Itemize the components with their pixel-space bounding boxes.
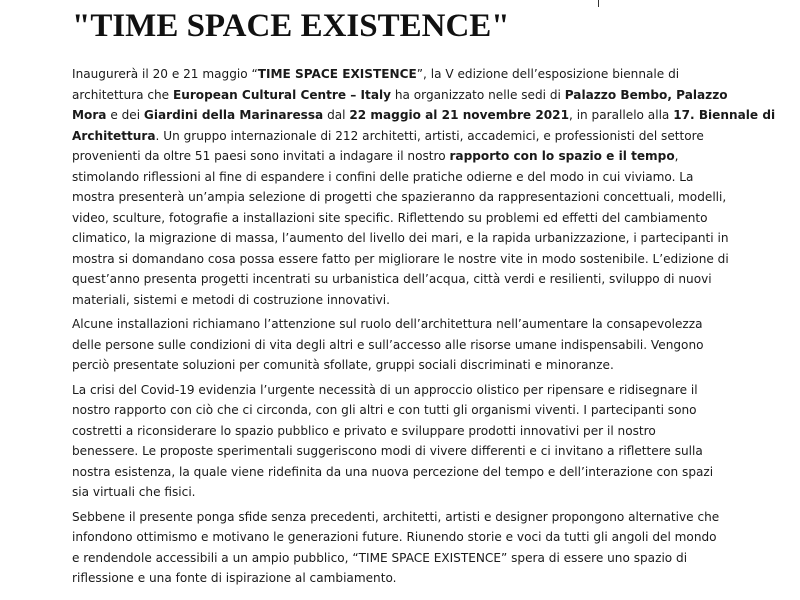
text-line [72,208,772,229]
text-run: , [674,149,679,163]
text-line [72,527,772,548]
text-line [72,249,772,270]
paragraph-2 [72,314,772,376]
text-line [72,548,772,569]
text-line [72,400,772,421]
text-line [72,441,772,462]
text-line [72,355,772,376]
text-run: dal [323,108,350,122]
text-run: video, sculture, fotografie a installazioni site specific. Riflettendo su problemi ed effetti del cambiamento [72,210,708,225]
document-body [72,64,776,593]
text-line [72,482,772,503]
bold-text: Architettura [72,128,156,143]
text-line [72,462,772,483]
document-title: "TIME SPACE EXISTENCE" [72,8,510,44]
text-run: stimolando riflessioni al fine di espandere i confini delle pratiche odierne e del modo in cui viviamo. La [72,169,694,184]
text-run: delle persone sulle condizioni di vita degli altri e sull’accesso alle risorse umane indispensabili. Vengono [72,337,704,352]
text-run: ”, la V edizione dell’esposizione biennale di [416,67,680,81]
text-run: mostra presenterà un’ampia selezione di progetti che spazieranno da rappresentazioni concettuali, modelli, [72,190,727,204]
paragraph-4 [72,507,772,589]
bold-text: TIME SPACE EXISTENCE [257,67,417,81]
text-line [72,187,772,208]
text-line [72,421,772,442]
text-run: , in parallelo alla [569,108,674,122]
text-run: quest’anno presenta progetti incentrati su urbanistica dell’acqua, città verdi e resilienti, sviluppo di nuovi [72,272,712,286]
text-run: infondono ottimismo e motivano le generazioni future. Riunendo storie e voci da tutti gli angoli del mondo [72,530,717,544]
text-line [72,269,772,290]
text-run: nostro rapporto con ciò che ci circonda, con gli altri e con tutti gli organismi viventi. I partecipanti sono [72,403,697,417]
text-line [72,335,772,356]
text-line [72,507,772,528]
text-line [72,228,772,249]
text-run: sia virtuali che fisici. [72,485,196,499]
text-run: Inaugurerà il 20 e 21 maggio “ [72,67,258,81]
text-run: materiali, sistemi e metodi di costruzione innovativi. [72,292,390,307]
bold-text: 22 maggio al 21 novembre 2021 [349,108,569,122]
text-run: . Un gruppo internazionale di 212 architetti, artisti, accademici, e professionisti del settore [155,128,704,143]
text-line [72,314,772,335]
bold-text: European Cultural Centre – Italy [172,87,392,102]
text-line [72,85,772,106]
text-run: provenienti da oltre 51 paesi sono invitati a indagare il nostro [72,149,450,163]
text-run: e rendendole accessibili a un ampio pubblico, “TIME SPACE EXISTENCE” spera di essere uno spazio di [72,550,688,565]
text-run: Alcune installazioni richiamano l’attenzione sul ruolo dell’architettura nell’aumentare la consapevolezza [72,317,703,331]
bold-text: Giardini della Marinaressa [143,108,324,122]
text-line [72,105,776,126]
text-line [72,126,772,147]
text-line [72,568,772,589]
text-run: ha organizzato nelle sedi di [391,87,565,102]
bold-text: Mora [72,108,107,122]
text-run: e dei [106,108,144,122]
text-line [72,290,772,311]
bold-text: 17. Biennale di [673,108,776,122]
text-run: mostra si domandano cosa possa essere fatto per migliorare le nostre vite in modo sostenibile. L’edizione di [72,251,729,266]
bold-text: rapporto con lo spazio e il tempo [449,149,675,163]
text-run: Sebbene il presente ponga sfide senza precedenti, architetti, artisti e designer propongono alternative che [72,509,720,524]
text-run: perciò presentate soluzioni per comunità sfollate, gruppi sociali discriminati e minoranze. [72,358,614,372]
text-line [72,380,772,401]
text-line [72,64,772,85]
text-line [72,167,772,188]
text-run: nostra esistenza, la quale viene ridefinita da una nuova percezione del tempo e dell’interazione con spazi [72,464,714,479]
text-line [72,146,772,167]
text-run: riflessione e una fonte di ispirazione al cambiamento. [72,571,397,585]
bold-text: Palazzo Bembo, Palazzo [564,87,728,102]
corner-mark [598,0,599,7]
paragraph-3 [72,380,772,503]
text-run: climatico, la migrazione di massa, l’aumento del livello dei mari, e la rapida urbanizzazione, i partecipanti in [72,231,729,245]
text-run: costretti a riconsiderare lo spazio pubblico e privato e sviluppare prodotti innovativi per il nostro [72,423,656,438]
text-run: La crisi del Covid-19 evidenzia l’urgente necessità di un approccio olistico per ripensare e ridisegnare il [72,382,698,397]
text-run: benessere. Le proposte sperimentali suggeriscono modi di vivere differenti e ci invitano a riflettere sulla [72,444,703,458]
paragraph-1 [72,64,776,310]
text-run: architettura che [72,87,173,102]
